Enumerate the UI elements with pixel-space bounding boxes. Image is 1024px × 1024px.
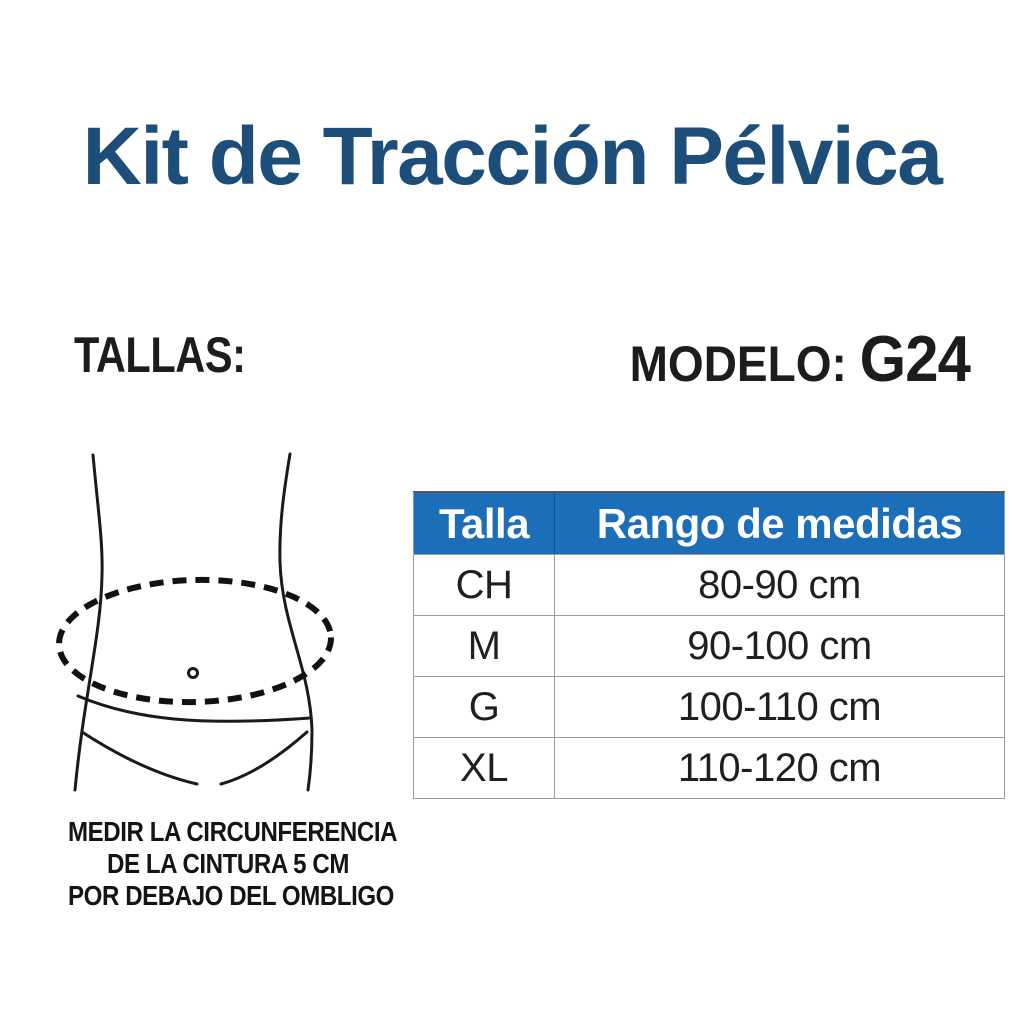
range-cell: 90-100 cm	[687, 623, 872, 668]
table-row	[414, 676, 1004, 737]
instruction-line: MEDIR LA CIRCUNFERENCIA	[68, 816, 398, 847]
underwear-left-leg-line	[82, 732, 197, 784]
page-title: Kit de Tracción Pélvica	[82, 111, 942, 202]
size-cell: XL	[414, 738, 555, 798]
measure-tape-ellipse	[57, 576, 332, 705]
waist-measurement-illustration	[40, 430, 400, 810]
sizes-heading: TALLAS:	[74, 327, 246, 383]
size-table-header-row	[414, 493, 1004, 554]
size-cell: G	[414, 677, 555, 737]
model-value: G24	[859, 322, 970, 395]
navel-dot	[189, 669, 198, 678]
torso-left-side-line	[75, 455, 102, 790]
table-row	[414, 554, 1004, 615]
range-cell: 80-90 cm	[698, 562, 861, 607]
model-label: MODELO:	[629, 336, 847, 392]
range-cell: 110-120 cm	[677, 745, 882, 790]
size-table-header-rango: Rango de medidas	[596, 499, 963, 547]
size-cell: CH	[414, 555, 555, 615]
measurement-instructions	[68, 816, 398, 912]
model-line	[629, 322, 970, 395]
instruction-line: DE LA CINTURA 5 CM	[107, 848, 349, 879]
size-table	[413, 491, 1005, 799]
size-cell: M	[414, 616, 555, 676]
size-table-header-talla: Talla	[414, 493, 555, 554]
torso-diagram-svg	[40, 430, 400, 810]
table-row	[414, 615, 1004, 676]
underwear-right-leg-line	[221, 732, 307, 784]
range-cell: 100-110 cm	[677, 684, 882, 729]
instruction-line: POR DEBAJO DEL OMBLIGO	[68, 880, 394, 911]
table-row	[414, 737, 1004, 798]
